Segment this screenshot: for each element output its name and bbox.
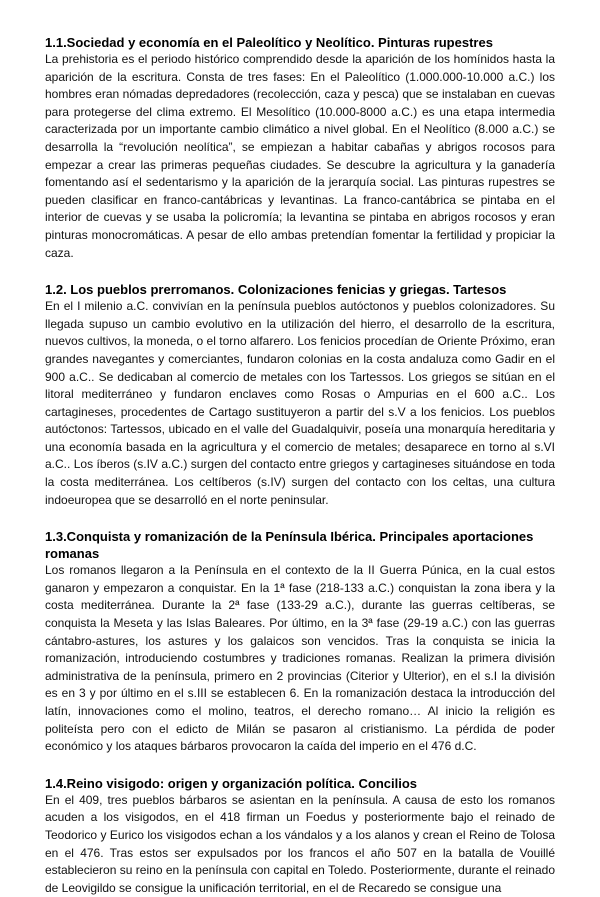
section-body: En el 409, tres pueblos bárbaros se asientan en la península. A causa de esto los romanos acuden a los visigodos, en el 418 firman un Foedus y posteriormente bajo el reinado de Teodorico y Eurico los visigodos echan a los vándalos y a los alanos y crean el Reino de Tolosa en el 476. Tras estos ser expulsados por los francos el año 507 en la batalla de Vouillé establecieron su reino en la península con capital en Toledo. Posteriormente, durante el reinado de Leovigildo se consigue la unificación territorial, en el de Recaredo se consigue una <box>45 792 555 895</box>
section-body: La prehistoria es el periodo histórico comprendido desde la aparición de los homínidos hasta la aparición de la escritura. Consta de tres fases: En el Paleolítico (1.000.000-10.000 a.C.) los hombres eran nómadas depredadores (recolección, caza y pesca) que se instalaban en cuevas para protegerse del clima extremo. El Mesolítico (10.000-8000 a.C.) es una etapa intermedia caracterizada por un importante cambio climático a nivel global. En el Neolítico (8.000 a.C.) se desarrolla la “revolución neolítica”, se empiezan a habitar cabañas y abrigos rocosos para empezar a crear las primeras pequeñas ciudades. Se descubre la agricultura y la ganadería fomentando así el sedentarismo y la aparición de la jerarquía social. Las pinturas rupestres se pueden clasificar en franco-cantábricas y levantinas. La franco-cantábrica se pintaba en el interior de cuevas y se usaba la policromía; la levantina se pintaba en abrigos rocosos y eran pinturas monocromáticas. A pesar de ello ambas pretendían fomentar la fertilidad y propiciar la caza. <box>45 52 555 260</box>
section-paleolitico-neolitico <box>45 34 555 262</box>
section-heading: 1.3.Conquista y romanización de la Península Ibérica. Principales aportaciones romanas <box>45 529 534 562</box>
section-heading: 1.4.Reino visigodo: origen y organización política. Concilios <box>45 775 417 791</box>
section-conquista-romanizacion <box>45 528 555 756</box>
section-body: En el I milenio a.C. convivían en la península pueblos autóctonos y pueblos colonizadores. Su llegada supuso un cambio evolutivo en la utilización del hierro, el desarrollo de la escritura, nuevos cultivos, la moneda, o el torno alfarero. Los fenicios procedían de Oriente Próximo, eran grandes navegantes y comerciantes, fundaron colonias en la costa andaluza como Gadir en el 900 a.C.. Se dedicaban al comercio de metales con los Tartessos. Los griegos se sitúan en el litoral mediterráneo y fundaron enclaves como Rosas o Ampurias en el 600 a.C.. Los cartagineses, procedentes de Cartago sustituyeron a partir del s.V a los fenicios. Los pueblos autóctonos: Tartessos, ubicado en el valle del Guadalquivir, poseía una monarquía hereditaria y una economía basada en la agricultura y el comercio de metales; desaparece en torno al s.VI a.C.. Los íberos (s.IV a.C.) surgen del contacto entre griegos y cartagineses situándose en toda la costa mediterránea. Los celtíberos (s.IV) surgen del contacto con los celtas, una cultura indoeuropea que se desarrolló en el norte peninsular. <box>45 299 555 507</box>
section-body: Los romanos llegaron a la Península en el contexto de la II Guerra Púnica, en la cual estos ganaron y empezaron a conquistar. En la 1ª fase (218-133 a.C.) conquistan la zona ibera y la costa mediterránea. Durante la 2ª fase (133-29 a.C.), durante las guerras celtíberas, se conquista la Meseta y las Islas Baleares. Por último, en la 3ª fase (29-19 a.C.) con las guerras cántabro-astures, los astures y los galaicos son vencidos. Tras la conquista se inicia la romanización, introduciendo costumbres y tradiciones romanas. Realizan la primera división administrativa de la península, primero en 2 provincias (Citerior y Ulterior), en el s.I la división es en 3 y por último en el s.III se establecen 6. En la romanización destaca la introducción del latín, innovaciones como el molino, teatros, el derecho romano… Al inicio la religión es politeísta pero con el edicto de Milán se pasaron al cristianismo. La pérdida de poder económico y los ataques bárbaros provocaron la caída del imperio en el 476 d.C. <box>45 563 555 754</box>
section-heading: 1.2. Los pueblos prerromanos. Colonizaciones fenicias y griegas. Tartesos <box>45 282 507 298</box>
section-pueblos-prerromanos <box>45 281 555 509</box>
document-page <box>45 34 555 897</box>
section-reino-visigodo <box>45 775 555 897</box>
section-heading: 1.1.Sociedad y economía en el Paleolítico y Neolítico. Pinturas rupestres <box>45 35 493 50</box>
